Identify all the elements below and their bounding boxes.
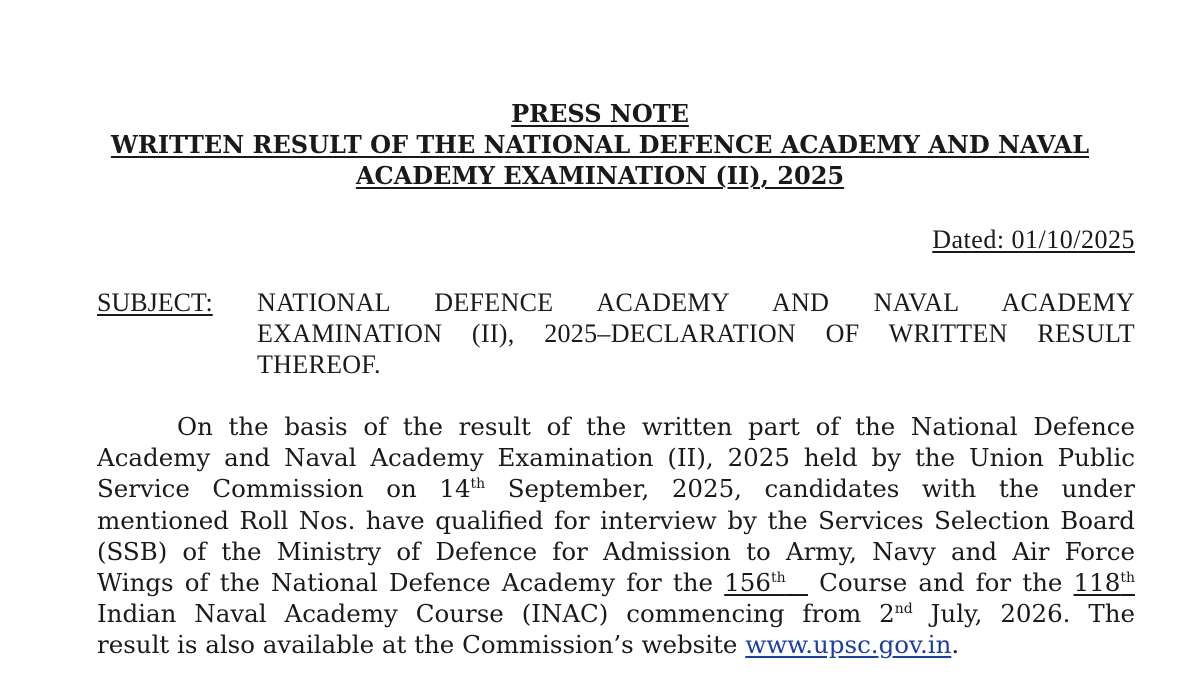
press-note-title: PRESS NOTE <box>511 99 689 128</box>
dated-line: Dated: 01/10/2025 <box>932 225 1135 254</box>
body-line-1 <box>97 411 1135 442</box>
subject-line-1: NATIONAL DEFENCE ACADEMY AND NAVAL ACADEMY <box>257 288 1135 317</box>
result-title-line-2 <box>0 160 1200 192</box>
body-line-3-sup: th <box>470 476 486 493</box>
subject-text <box>257 287 1135 380</box>
course-118-number: 118 <box>1073 568 1121 598</box>
press-note-heading <box>0 98 1200 130</box>
body-line-7b: July, 2026. The <box>912 599 1136 629</box>
body-line-4 <box>97 505 1135 536</box>
body-line-6b: Course and for the <box>807 568 1074 598</box>
body-line-5 <box>97 536 1135 567</box>
body-line-3b: September, 2025, candidates with the under <box>485 474 1135 504</box>
result-title-line-1 <box>0 129 1200 161</box>
result-title-text-1: WRITTEN RESULT OF THE NATIONAL DEFENCE ACADEMY AND NAVAL <box>110 130 1090 159</box>
body-line-8a: result is also available at the Commission’s website <box>97 630 746 660</box>
body-line-7 <box>97 598 1135 629</box>
result-title-text-2: ACADEMY EXAMINATION (II), 2025 <box>355 161 845 190</box>
body-line-7a: Indian Naval Academy Course (INAC) commencing from 2 <box>97 599 895 629</box>
body-line-6 <box>97 567 1135 598</box>
course-156-sup: th <box>770 570 786 587</box>
subject-line-3: THEREOF. <box>257 350 381 379</box>
body-paragraph <box>97 411 1135 661</box>
body-line-2 <box>97 442 1135 473</box>
course-156 <box>724 568 808 597</box>
body-line-3a: Service Commission on 14 <box>97 474 471 504</box>
body-line-7-sup: nd <box>894 601 913 618</box>
subject-label: SUBJECT: <box>97 288 213 317</box>
course-118 <box>1074 568 1135 597</box>
body-line-1-text: On the basis of the result of the written part of the National Defence <box>177 412 1135 441</box>
body-line-6a: Wings of the National Defence Academy for the <box>97 568 725 598</box>
body-line-3 <box>97 473 1135 504</box>
upsc-website-link[interactable]: www.upsc.gov.in <box>745 630 952 660</box>
subject-line-2: EXAMINATION (II), 2025–DECLARATION OF WRITTEN RESULT <box>257 319 1135 348</box>
body-line-8b: . <box>951 630 960 660</box>
body-line-5-text: (SSB) of the Ministry of Defence for Admission to Army, Navy and Air Force <box>97 536 1135 566</box>
course-156-number: 156 <box>724 568 771 598</box>
course-118-sup: th <box>1120 570 1135 587</box>
body-line-8 <box>97 629 1135 660</box>
body-line-4-text: mentioned Roll Nos. have qualified for interview by the Services Selection Board <box>97 505 1135 535</box>
body-line-2-text: Academy and Naval Academy Examination (II), 2025 held by the Union Public <box>97 443 1135 473</box>
